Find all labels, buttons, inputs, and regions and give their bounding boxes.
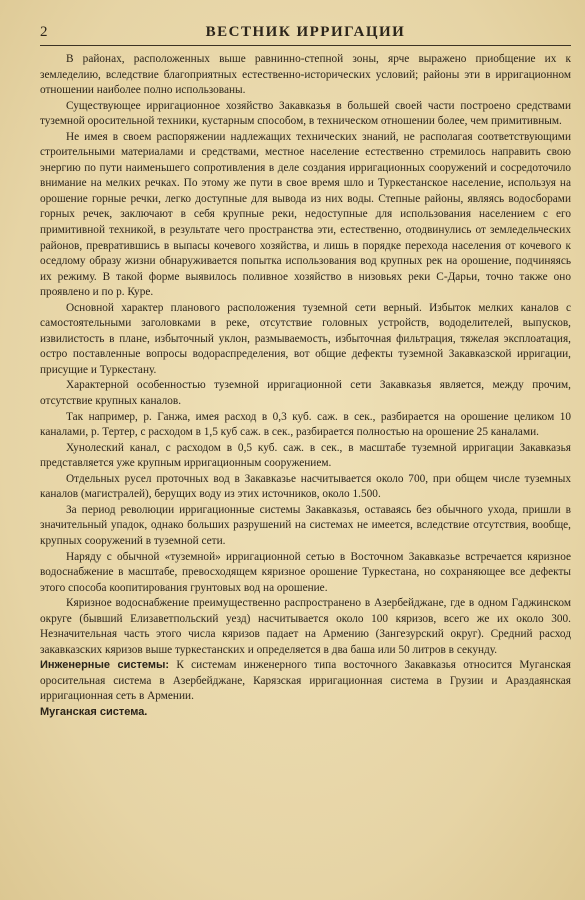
mugan-system-paragraph	[40, 705, 571, 721]
paragraph: Отдельных русел проточных вод в Закавказье насчитывается около 700, при общем числе туземных каналов (магистралей), берущих воду из этих источников, около 1.500.	[40, 472, 571, 501]
paragraph: Так например, р. Ганжа, имея расход в 0,3 куб. саж. в сек., разбирается на орошение целиком 10 каналами, р. Тертер, с расходом в 1,5 куб саж. в сек., разбирается полностью на орошение 25 каналами.	[40, 410, 571, 439]
journal-title: ВЕСТНИК ИРРИГАЦИИ	[205, 24, 406, 40]
article-body	[40, 52, 571, 721]
engineering-systems-paragraph	[40, 658, 571, 705]
paragraph: За период революции ирригационные системы Закавказья, оставаясь без обычного ухода, пришли в значительный упадок, однако больших разрушений на системах не имеется, вследствие отсутствия, вообще, крупных сооружений в туземной сети.	[40, 503, 571, 547]
paragraph: Кяризное водоснабжение преимущественно распространено в Азербейджане, где в одном Гаджинском округе (бывший Елизаветпольский уезд) насчитывается около 100 кяризов, всего же их около 300. Незначительная часть этого числа кяризов падает на Армению (Зангезурский округ). Средний расход закавказских кяризов выше туркестанских и определяется в два баша или 50 литров в секунду.	[40, 597, 571, 656]
paragraph: В районах, расположенных выше равнинно-степной зоны, ярче выражено приобщение их к земледелию, вследствие благоприятных естественно-исторических условий; районы эти в ирригационном отношении наиболее полно использованы.	[40, 53, 571, 97]
paragraph: Наряду с обычной «туземной» ирригационной сетью в Восточном Закавказье встречается кяризное водоснабжение в масштабе, превосходящем кяризное орошение Туркестана, но сохраняющее все дефекты этого способа коопитирования грунтовых вод на орошение.	[40, 550, 571, 594]
paragraph: Основной характер планового расположения туземной сети верный. Избыток мелких каналов с самостоятельными заголовками в реке, отсутствие головных устройств, вододелителей, выпусков, извилистость в плане, избыточный уклон, размываемость, избыточная фильтрация, тяжелая эксплоатация, остро поставленные вопросы водораспределения, вот общие дефекты туземной Закавказской ирригации, присущие и Туркестану.	[40, 301, 571, 376]
mugan-system-label: Муганская система.	[40, 705, 148, 718]
header-rule	[40, 45, 571, 46]
paragraph: Не имея в своем распоряжении надлежащих технических знаний, не располагая соответствующими строительными материалами и средствами, местное население естественно стремилось направить свою энергию по пути наименьшего сопротивления в деле создания ирригационных сооружений и сосредоточило внимание на мелких речках. По этому же пути в свое время шло и Туркестанское население, используя на орошение горные речки, легко доступные для вывода из них воды. Степные районы, являясь водосборами горных речек, заключают в себя крупные реки, недоступные для использования населением с его примитивной техникой, в результате чего пространства эти, естественно, отодвинулись от земледельческих районов, превратившись в выпасы кочевого хозяйства, и лишь в порядке перехода населения от кочевого к оседлому образу жизни обнаруживается попытка использования вод крупных рек на орошение, подчиняясь их режиму. В такой форме выявилось поливное хозяйство в низовьях реки С-Дарьи, точно также оно проявлено и по р. Куре.	[40, 130, 571, 299]
page-number: 2	[40, 24, 48, 40]
paragraph: Характерной особенностью туземной ирригационной сети Закавказья является, между прочим, отсутствие крупных каналов.	[40, 379, 571, 408]
engineering-systems-label: Инженерные системы:	[40, 659, 170, 672]
page-header	[40, 12, 571, 42]
paragraph: Хунолеский канал, с расходом в 0,5 куб. саж. в сек., в масштабе туземной ирригации Закавказья представляется уже крупным ирригационным сооружением.	[40, 441, 571, 470]
engineering-systems-text: К системам инженерного типа восточного Закавказья относится Муганская оросительная система в Азербейджане, Карязская ирригационная система в Грузии и Араздаянская ирригационная сеть в Армении.	[40, 659, 571, 703]
paragraph: Существующее ирригационное хозяйство Закавказья в большей своей части построено средствами туземной оросительной техники, кустарным способом, в техническом отношении более, чем примитивным.	[40, 99, 571, 128]
